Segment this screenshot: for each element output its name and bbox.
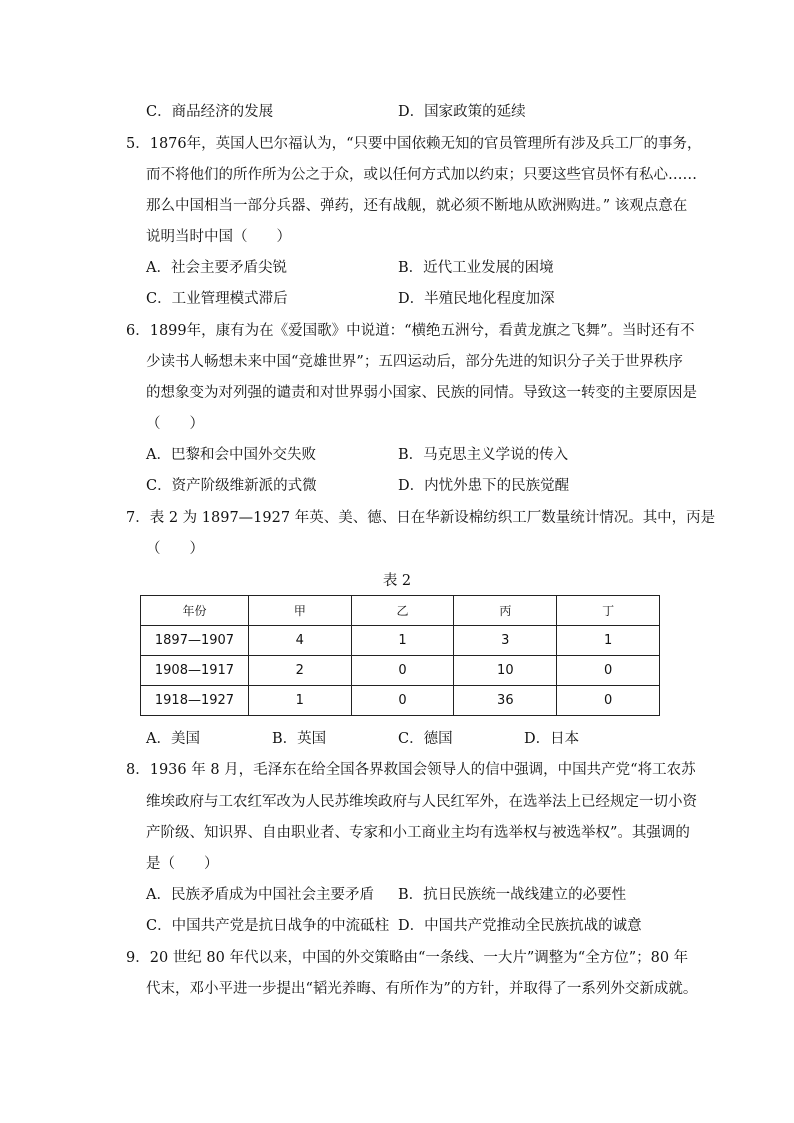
table-row	[141, 686, 660, 716]
table-cell: 2	[248, 656, 351, 686]
q5-stem-line-2: 而不将他们的所作所为公之于众，或以任何方式加以约束；只要这些官员怀有私心……	[146, 167, 697, 183]
table-header-cell: 丙	[454, 596, 557, 626]
q5-option-b: B．近代工业发展的困境	[398, 260, 554, 276]
table-cell: 1918—1927	[141, 686, 249, 716]
q8-option-a: A．民族矛盾成为中国社会主要矛盾	[146, 887, 374, 903]
q7-option-c: C．德国	[398, 731, 453, 747]
q8-option-c: C．中国共产党是抗日战争的中流砥柱	[146, 918, 390, 934]
q6-option-c: C．资产阶级维新派的式微	[146, 478, 317, 494]
q6-stem-line-3: 的想象变为对列强的谴责和对世界弱小国家、民族的同情。导致这一转变的主要原因是	[146, 385, 697, 401]
table-header-row	[141, 596, 660, 626]
q9-stem-line-1: 9．20 世纪 80 年代以来，中国的外交策略由“一条线、一大片”调整为“全方位”；80 年	[126, 950, 689, 966]
q8-option-b: B．抗日民族统一战线建立的必要性	[398, 887, 627, 903]
q5-stem-line-4: 说明当时中国（ ）	[146, 229, 291, 245]
q6-stem-line-1: 6．1899年，康有为在《爱国歌》中说道：“横绝五洲兮，看黄龙旗之飞舞”。当时还有不	[126, 323, 695, 339]
table-cell: 0	[351, 686, 454, 716]
table-caption: 表 2	[382, 573, 412, 589]
table-cell: 1908—1917	[141, 656, 249, 686]
q8-stem-line-3: 产阶级、知识界、自由职业者、专家和小工商业主均有选举权与被选举权”。其强调的	[146, 825, 690, 841]
q5-stem-line-3: 那么中国相当一部分兵器、弹药，还有战舰，就必须不断地从欧洲购进。” 该观点意在	[146, 198, 688, 214]
q7-option-d: D．日本	[524, 731, 580, 747]
table-header-cell: 年份	[141, 596, 249, 626]
table-header-cell: 丁	[557, 596, 660, 626]
q5-stem-line-1: 5．1876年，英国人巴尔福认为，“只要中国依赖无知的官员管理所有涉及兵工厂的事务，	[126, 136, 702, 152]
q6-option-a: A．巴黎和会中国外交失败	[146, 447, 316, 463]
q6-stem-line-4: （ ）	[146, 416, 204, 432]
table-cell: 0	[351, 656, 454, 686]
table-cell: 0	[557, 656, 660, 686]
q7-stem-line-1: 7．表 2 为 1897—1927 年英、美、德、日在华新设棉纺织工厂数量统计情况。其中，丙是	[126, 510, 716, 526]
q8-stem-line-1: 8．1936 年 8 月，毛泽东在给全国各界救国会领导人的信中强调，中国共产党“将工农苏	[126, 762, 696, 778]
table-cell: 3	[454, 626, 557, 656]
table-header-cell: 甲	[248, 596, 351, 626]
q6-option-d: D．内忧外患下的民族觉醒	[398, 478, 570, 494]
q5-option-a: A．社会主要矛盾尖锐	[146, 260, 287, 276]
table-cell: 0	[557, 686, 660, 716]
table-header-cell: 乙	[351, 596, 454, 626]
q5-option-c: C．工业管理模式滞后	[146, 291, 288, 307]
q9-stem-line-2: 代末，邓小平进一步提出“韬光养晦、有所作为”的方针，并取得了一系列外交新成就。	[146, 981, 698, 997]
table-cell: 1	[557, 626, 660, 656]
q6-stem-line-2: 少读书人畅想未来中国“竞雄世界”；五四运动后，部分先进的知识分子关于世界秩序	[146, 354, 683, 370]
table-row	[141, 626, 660, 656]
q7-stem-line-2: （ ）	[146, 541, 204, 557]
q5-option-d: D．半殖民地化程度加深	[398, 291, 555, 307]
q7-option-b: B．英国	[272, 731, 327, 747]
q8-stem-line-2: 维埃政府与工农红军改为人民苏维埃政府与人民红军外，在选举法上已经规定一切小资	[146, 794, 697, 810]
q8-stem-line-4: 是（ ）	[146, 856, 219, 872]
table-cell: 36	[454, 686, 557, 716]
table-cell: 10	[454, 656, 557, 686]
table-cell: 1	[248, 686, 351, 716]
q4-option-d: D．国家政策的延续	[398, 104, 526, 120]
table-row	[141, 656, 660, 686]
table-cell: 1	[351, 626, 454, 656]
q6-option-b: B．马克思主义学说的传入	[398, 447, 569, 463]
table-cell: 1897—1907	[141, 626, 249, 656]
q8-option-d: D．中国共产党推动全民族抗战的诚意	[398, 918, 642, 934]
table-cell: 4	[248, 626, 351, 656]
q7-option-a: A．美国	[146, 731, 200, 747]
q4-option-c: C．商品经济的发展	[146, 104, 274, 120]
factory-count-table	[140, 595, 660, 716]
